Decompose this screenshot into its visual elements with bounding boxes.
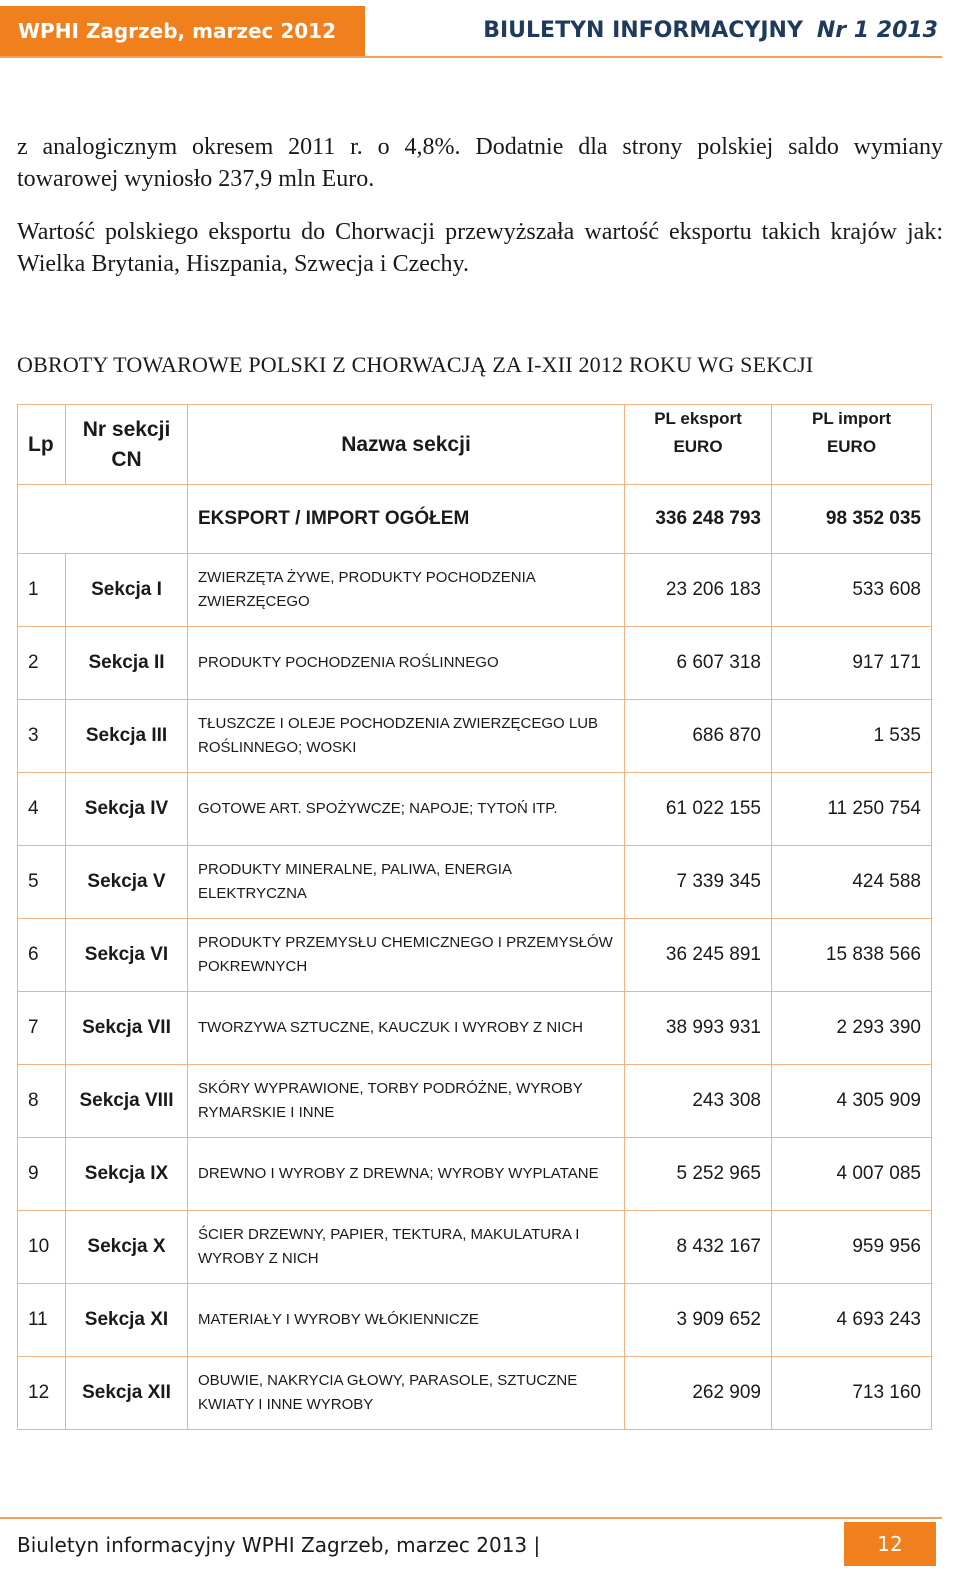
header-left-banner [0, 6, 365, 56]
row-section: Sekcja XII [66, 1357, 188, 1430]
trade-table [17, 404, 932, 1430]
row-lp: 1 [18, 554, 66, 627]
row-lp: 10 [18, 1211, 66, 1284]
header-nr-line1: Nr sekcji [82, 417, 171, 441]
total-import: 98 352 035 [772, 485, 932, 554]
row-import: 15 838 566 [772, 919, 932, 992]
header-nr-line2: CN [111, 447, 142, 471]
row-section: Sekcja VII [66, 992, 188, 1065]
table-row [18, 1357, 932, 1430]
row-section: Sekcja XI [66, 1284, 188, 1357]
footer-divider [0, 1517, 942, 1519]
row-lp: 4 [18, 773, 66, 846]
table-title: OBROTY TOWAROWE POLSKI Z CHORWACJĄ ZA I-XII 2012 ROKU WG SEKCJI [17, 352, 814, 377]
row-lp: 2 [18, 627, 66, 700]
header-right-title [483, 6, 938, 56]
row-section: Sekcja V [66, 846, 188, 919]
row-import: 4 305 909 [772, 1065, 932, 1138]
row-import: 1 535 [772, 700, 932, 773]
row-section-name: GOTOWE ART. SPOŻYWCZE; NAPOJE; TYTOŃ ITP. [188, 773, 625, 846]
row-section: Sekcja IX [66, 1138, 188, 1211]
header-left-text: WPHI Zagrzeb, marzec 2012 [18, 19, 337, 43]
row-section-name: MATERIAŁY I WYROBY WŁÓKIENNICZE [188, 1284, 625, 1357]
row-section-name: PRODUKTY POCHODZENIA ROŚLINNEGO [188, 627, 625, 700]
table-row [18, 846, 932, 919]
total-empty-cell [18, 485, 188, 554]
header-export-line1: PL eksport [654, 409, 742, 428]
row-import: 4 007 085 [772, 1138, 932, 1211]
header-export-line2: EURO [673, 437, 723, 456]
table-row [18, 554, 932, 627]
table-row [18, 1138, 932, 1211]
row-lp: 11 [18, 1284, 66, 1357]
row-lp: 6 [18, 919, 66, 992]
row-section: Sekcja VI [66, 919, 188, 992]
total-label: EKSPORT / IMPORT OGÓŁEM [188, 485, 625, 554]
row-section-name: DREWNO I WYROBY Z DREWNA; WYROBY WYPLATANE [188, 1138, 625, 1211]
row-section-name: SKÓRY WYPRAWIONE, TORBY PODRÓŻNE, WYROBY RYMARSKIE I INNE [188, 1065, 625, 1138]
table-row [18, 992, 932, 1065]
row-import: 959 956 [772, 1211, 932, 1284]
header-import [772, 405, 932, 485]
row-import: 2 293 390 [772, 992, 932, 1065]
row-section: Sekcja VIII [66, 1065, 188, 1138]
total-export: 336 248 793 [625, 485, 772, 554]
row-export: 686 870 [625, 700, 772, 773]
row-import: 4 693 243 [772, 1284, 932, 1357]
row-section-name: PRODUKTY MINERALNE, PALIWA, ENERGIA ELEKTRYCZNA [188, 846, 625, 919]
row-section: Sekcja I [66, 554, 188, 627]
row-lp: 5 [18, 846, 66, 919]
table-row [18, 1284, 932, 1357]
issue-number: Nr 1 2013 [816, 18, 938, 43]
row-section-name: TWORZYWA SZTUCZNE, KAUCZUK I WYROBY Z NICH [188, 992, 625, 1065]
header-divider [0, 56, 942, 58]
table-row [18, 1211, 932, 1284]
table-header-row [18, 405, 932, 485]
row-export: 38 993 931 [625, 992, 772, 1065]
row-section-name: ZWIERZĘTA ŻYWE, PRODUKTY POCHODZENIA ZWIERZĘCEGO [188, 554, 625, 627]
row-import: 713 160 [772, 1357, 932, 1430]
row-import: 533 608 [772, 554, 932, 627]
row-export: 5 252 965 [625, 1138, 772, 1211]
row-lp: 7 [18, 992, 66, 1065]
row-import: 11 250 754 [772, 773, 932, 846]
paragraph-1: z analogicznym okresem 2011 r. o 4,8%. Dodatnie dla strony polskiej saldo wymiany towarowej wyniosło 237,9 mln Euro. [17, 134, 943, 192]
header-import-line1: PL import [811, 409, 892, 428]
row-export: 61 022 155 [625, 773, 772, 846]
row-export: 3 909 652 [625, 1284, 772, 1357]
row-section-name: TŁUSZCZE I OLEJE POCHODZENIA ZWIERZĘCEGO LUB ROŚLINNEGO; WOSKI [188, 700, 625, 773]
row-export: 6 607 318 [625, 627, 772, 700]
table-row [18, 627, 932, 700]
row-import: 424 588 [772, 846, 932, 919]
header-lp: Lp [18, 405, 66, 485]
table-row [18, 1065, 932, 1138]
footer-text: Biuletyn informacyjny WPHI Zagrzeb, marzec 2013 | [17, 1533, 541, 1557]
row-section-name: PRODUKTY PRZEMYSŁU CHEMICZNEGO I PRZEMYSŁÓW POKREWNYCH [188, 919, 625, 992]
row-export: 243 308 [625, 1065, 772, 1138]
row-section: Sekcja IV [66, 773, 188, 846]
table-row [18, 919, 932, 992]
header-export [625, 405, 772, 485]
page-number: 12 [844, 1522, 936, 1566]
bulletin-title: BIULETYN INFORMACYJNY [483, 18, 803, 43]
row-lp: 3 [18, 700, 66, 773]
row-lp: 9 [18, 1138, 66, 1211]
row-import: 917 171 [772, 627, 932, 700]
row-export: 7 339 345 [625, 846, 772, 919]
row-export: 8 432 167 [625, 1211, 772, 1284]
header-name: Nazwa sekcji [188, 405, 625, 485]
row-section: Sekcja X [66, 1211, 188, 1284]
total-row [18, 485, 932, 554]
row-lp: 12 [18, 1357, 66, 1430]
table-row [18, 773, 932, 846]
row-export: 23 206 183 [625, 554, 772, 627]
header-nr-sekcji [66, 405, 188, 485]
row-section-name: ŚCIER DRZEWNY, PAPIER, TEKTURA, MAKULATURA I WYROBY Z NICH [188, 1211, 625, 1284]
row-section: Sekcja III [66, 700, 188, 773]
table-row [18, 700, 932, 773]
row-export: 262 909 [625, 1357, 772, 1430]
row-section-name: OBUWIE, NAKRYCIA GŁOWY, PARASOLE, SZTUCZNE KWIATY I INNE WYROBY [188, 1357, 625, 1430]
header-import-line2: EURO [826, 437, 877, 456]
row-lp: 8 [18, 1065, 66, 1138]
row-export: 36 245 891 [625, 919, 772, 992]
paragraph-2: Wartość polskiego eksportu do Chorwacji przewyższała wartość eksportu takich krajów jak: Wielka Brytania, Hiszpania, Szwecja i Czechy. [17, 219, 943, 277]
row-section: Sekcja II [66, 627, 188, 700]
